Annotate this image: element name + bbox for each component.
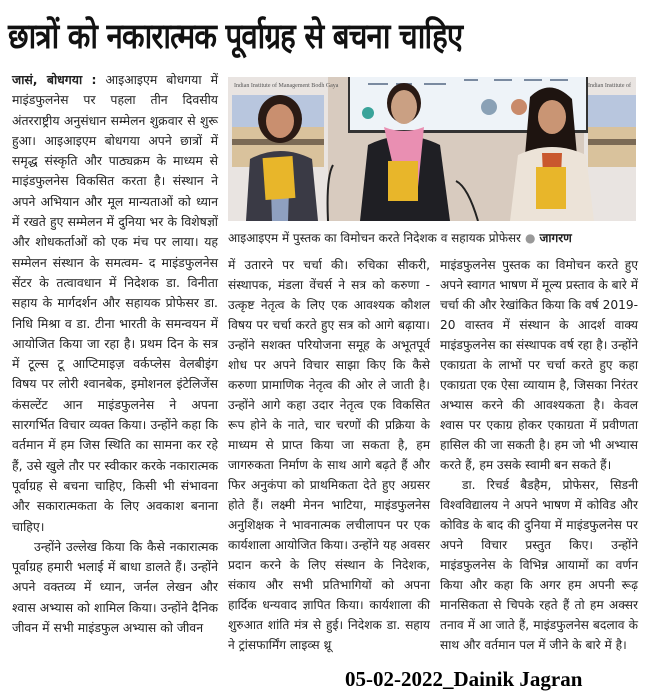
bullet-icon: ●	[524, 231, 536, 245]
article-column-middle	[228, 255, 430, 655]
paragraph-text: आइआइएम बोधगया में माइंडफुलनेस पर पहला तीन दिवसीय अंतरराष्ट्रीय अनुसंधान सम्मेलन शुक्रवार से शुरू हुआ। आइआइएम बोधगया अपने छात्रों में समृद्ध संस्कृति और पाठ्यक्रम के माध्यम से माइंडफुलनेस विकसित करता है। संस्थान ने अपने अभियान और मूल मान्यताओं को ध्यान में रखते हुए सम्मेलन में दुनिया भर के विशेषज्ञों और शोधकर्ताओं को एक मंच पर लाया। यह सम्मेलन संस्थान के समत्वम- द माइंडफुलनेस सेंटर के तत्वावधान में निदेशक डा. विनीता सहाय के मार्गदर्शन और सहायक प्रोफेसर डा. निधि मिश्रा व डा. टीना भारती के समन्वयन में आयोजित किया जा रहा है। प्रथम दिन के सत्र में टूल्स टू आप्टिमाइज़ वर्कप्लेस वेलबीइंग विषय पर लोरी श्वानबेक, इमोशनल इंटेलिजेंस कंसल्टेंट आन माइंडफुलनेस ने अपना सारगर्भित विचार व्यक्त किया। उन्होंने कहा कि वर्तमान में हम जिस स्थिति का सामना कर रहे हैं, उसे खुले तौर पर स्वीकार करके नकारात्मक पूर्वाग्रह से बचना चाहिए, किसी भी संभावना और सकारात्मकता के लिए अवकाश बनाना चाहिए।	[12, 72, 218, 534]
book-middle	[388, 161, 418, 201]
photo-credit: जागरण	[539, 231, 572, 245]
source-label: 05-02-2022_Dainik Jagran	[345, 667, 583, 691]
article-column-left	[12, 70, 218, 638]
article-column-right	[440, 255, 638, 655]
article-paragraph: में उतारने पर चर्चा की। रुचिका सीकरी, संस्थापक, मंडला वेंचर्स ने सत्र को करुणा - उत्कृष्ट नेतृत्व के लिए एक आवश्यक कौशल विषय पर चर्चा करते हुए सत्र को आगे बढ़ाया। उन्होंने सशक्त परियोजना समूह के अभूतपूर्व शोध पर अपने विचार साझा किए कि कैसे करुणा प्रामाणिक नेतृत्व की ओर ले जाती है। उन्होंने आगे कहा उदार नेतृत्व एक विकसित रूप होने के नाते, चार चरणों की प्रक्रिया के माध्यम से प्राप्त किया जा सकता है, हम जागरुकता निर्माण के साथ आगे बढ़ते हैं और फिर अनुकंपा को प्राथमिकता देते हुए अग्रसर होते हैं। लक्ष्मी मेनन भाटिया, माइंडफुलनेस अनुशिक्षक ने भावनात्मक लचीलापन पर एक कार्यशाला आयोजित किया। उन्होंने यह अवसर प्रदान करने के लिए संस्थान के निदेशक, संकाय और सभी प्रतिभागियों को अपना हार्दिक धन्यवाद ज्ञापित किया। कार्यशाला की शुरुआत शांति मंत्र से हुई। निदेशक डा. सहाय ने ट्रांसफार्मिंग लाइव्स थ्रू	[228, 258, 430, 652]
headline: छात्रों को नकारात्मक पूर्वाग्रह से बचना चाहिए	[8, 17, 463, 57]
banner-right	[584, 77, 636, 221]
book-right	[536, 167, 566, 209]
photo-caption	[228, 228, 636, 248]
article-paragraph: उन्होंने उल्लेख किया कि कैसे नकारात्मक पूर्वाग्रह हमारी भलाई में बाधा डालते हैं। उन्होंने अपने वक्तव्य में ध्यान, जर्नल लेखन और श्वास अभ्यास को शामिल किया। उन्होंने दैनिक जीवन में सभी माइंडफुल अभ्यास को जीवन	[12, 538, 218, 636]
banner-left-text: Indian Institute of Management Bodh Gaya	[234, 83, 339, 89]
book-left	[263, 156, 296, 200]
caption-text: आइआइएम में पुस्तक का विमोचन करते निदेशक व सहायक प्रोफेसर	[228, 231, 521, 245]
dateline: जासं, बोधगया :	[12, 72, 97, 87]
event-photo	[228, 77, 636, 221]
article-paragraph: माइंडफुलनेस पुस्तक का विमोचन करते हुए अपने स्वागत भाषण में मूल्य प्रस्ताव के बारे में चर्चा की और रेखांकित किया कि वर्ष 2019-20 वास्तव में संस्थान के आदर्श वाक्य माइंडफुलनेस का संस्थापक वर्ष रहा है। उन्होंने एकाग्रता के लाभों पर चर्चा करते हुए कहा एकाग्रता एक ऐसा व्यायाम है, जिसका निरंतर अभ्यास करने की आवश्यकता है। केवल श्वास पर एकाग्र होकर एकाग्रता में प्रवीणता हासिल की जा सकती है। हम जो भी अभ्यास करते हैं, हम उसके स्वामी बन सकते हैं।	[440, 258, 638, 472]
banner-right-text: Indian Institute of	[588, 83, 631, 89]
article-paragraph	[12, 70, 218, 537]
photo-illustration	[228, 77, 636, 221]
article-paragraph: डा. रिचर्ड बैडहैम, प्रोफेसर, सिडनी विश्वविद्यालय ने अपने भाषण में कोविड और कोविड के बाद की दुनिया में माइंडफुलनेस पर अपने विचार प्रस्तुत किए। उन्होंने माइंडफुलनेस के विभिन्न आयामों का वर्णन किया और कहा कि अगर हम अपनी रूढ़ मानसिकता से चिपके रहते हैं तो हम अक्सर तनाव में आ जाते हैं, माइंडफुलनेस बदलाव के साथ और वर्तमान पल में जीने के बारे में है।	[440, 478, 638, 652]
